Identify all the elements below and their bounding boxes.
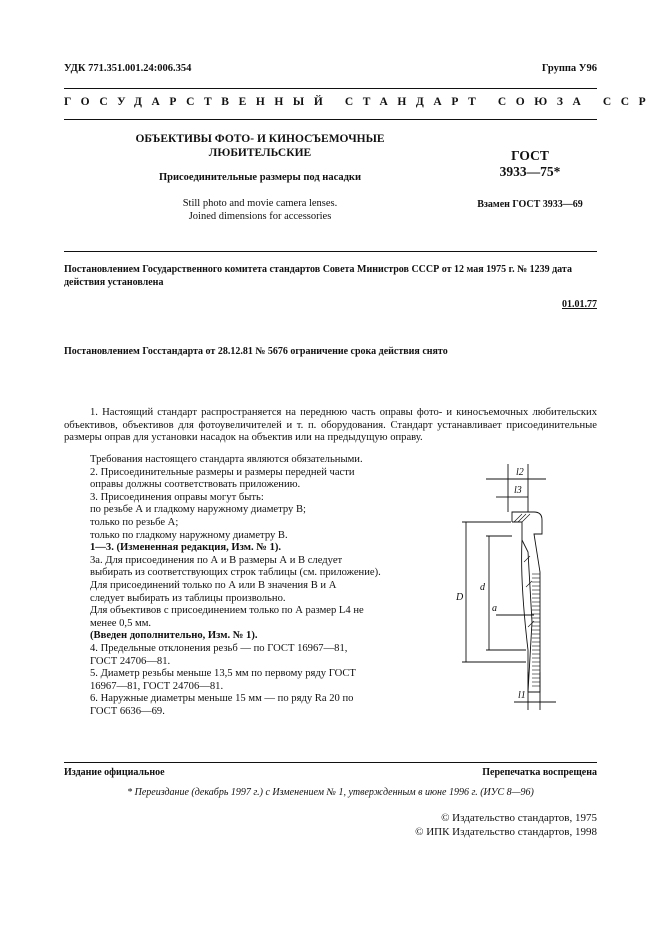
body-line: 6. Наружные диаметры меньше 15 мм — по ряду Ra 20 по	[90, 693, 354, 705]
label-l2: l2	[516, 467, 524, 478]
label-d: d	[480, 582, 485, 593]
document-subtitle: Присоединительные размеры под насадки	[158, 172, 362, 183]
body-line: 1—3. (Измененная редакция, Изм. № 1).	[90, 542, 282, 554]
lens-mount-drawing	[456, 462, 601, 712]
body-line: Для присоединений только по А или В значения В и А	[90, 579, 337, 591]
gost-number: 3933—75*	[499, 164, 561, 179]
body-line: только по резьбе А;	[90, 516, 179, 528]
decree-first: Постановлением Государственного комитета стандартов Совета Министров СССР от 12 мая 1975 г. № 1239 дата действия установлена	[64, 264, 572, 288]
replaces-note: Взамен ГОСТ 3933—69	[477, 199, 583, 210]
label-l1: l1	[518, 690, 526, 701]
document-title	[100, 132, 420, 160]
title-line-1: ОБЪЕКТИВЫ ФОТО- И КИНОСЪЕМОЧНЫЕ	[135, 133, 385, 145]
footer-rule	[64, 762, 597, 763]
body-line: менее 0,5 мм.	[90, 617, 152, 629]
udk-code: УДК 771.351.001.24:006.354	[64, 63, 192, 74]
effective-date: 01.01.77	[562, 299, 597, 310]
state-standard-heading: ГОСУДАРСТВЕННЫЙ СТАНДАРТ СОЮЗА ССР	[64, 96, 656, 108]
label-l3: l3	[514, 485, 522, 496]
reissue-note: * Переиздание (декабрь 1997 г.) с Изменением № 1, утвержденным в июне 1996 г. (ИУС 8—96)	[127, 787, 534, 798]
copyright-1998: © ИПК Издательство стандартов, 1998	[415, 826, 597, 838]
body-line: 3а. Для присоединения по А и В размеры А и В следует	[90, 554, 343, 566]
body-line: ГОСТ 24706—81.	[90, 655, 171, 667]
title-line-2: ЛЮБИТЕЛЬСКИЕ	[208, 147, 312, 159]
official-edition: Издание официальное	[64, 767, 165, 778]
body-line: выбирать из соответствующих строк таблицы (см. приложение).	[90, 567, 381, 579]
gost-designation	[470, 148, 590, 180]
body-line: 3. Присоединения оправы могут быть:	[90, 491, 264, 503]
body-line: 5. Диаметр резьбы меньше 13,5 мм по первому ряду ГОСТ	[90, 668, 356, 680]
gost-label: ГОСТ	[511, 148, 549, 163]
english-line-2: Joined dimensions for accessories	[188, 211, 332, 222]
english-line-1: Still photo and movie camera lenses.	[182, 198, 338, 209]
body-line: 4. Предельные отклонения резьб — по ГОСТ 16967—81,	[90, 642, 348, 654]
heading-rule	[64, 119, 597, 120]
body-line: ГОСТ 6636—69.	[90, 705, 165, 717]
decree-second: Постановлением Госстандарта от 28.12.81 № 5676 ограничение срока действия снято	[64, 346, 448, 357]
body-line: Требования настоящего стандарта являются обязательными.	[90, 454, 363, 465]
body-line: Для объективов с присоединением только по А размер L4 не	[90, 605, 364, 617]
body-line: следует выбирать из таблицы произвольно.	[90, 592, 286, 604]
reprint-prohibited: Перепечатка воспрещена	[482, 767, 597, 778]
title-rule	[64, 251, 597, 252]
paragraph-1: 1. Настоящий стандарт распространяется на переднюю часть оправы фото- и киносъемочных любительских объективов, объективов для фотоувеличителей и т. п. оборудования. Стандарт устанавливает присоединительные размеры оправ для установки насадок на объектив или на предыдущую оправу.	[64, 407, 597, 444]
body-line: только по гладкому наружному диаметру В.	[90, 529, 288, 541]
body-line: 16967—81, ГОСТ 24706—81.	[90, 680, 224, 692]
label-D: D	[456, 592, 464, 603]
copyright-block	[415, 811, 597, 839]
body-line: по резьбе А и гладкому наружному диаметру В;	[90, 504, 306, 516]
top-rule	[64, 88, 597, 89]
body-line: (Введен дополнительно, Изм. № 1).	[90, 630, 258, 642]
english-title	[100, 197, 420, 223]
body-line: оправы должны соответствовать приложению.	[90, 479, 301, 491]
body-column	[90, 454, 412, 718]
group-code: Группа У96	[541, 63, 597, 74]
label-a: a	[492, 603, 497, 614]
body-line: 2. Присоединительные размеры и размеры передней части	[90, 466, 355, 478]
copyright-1975: © Издательство стандартов, 1975	[441, 812, 597, 824]
